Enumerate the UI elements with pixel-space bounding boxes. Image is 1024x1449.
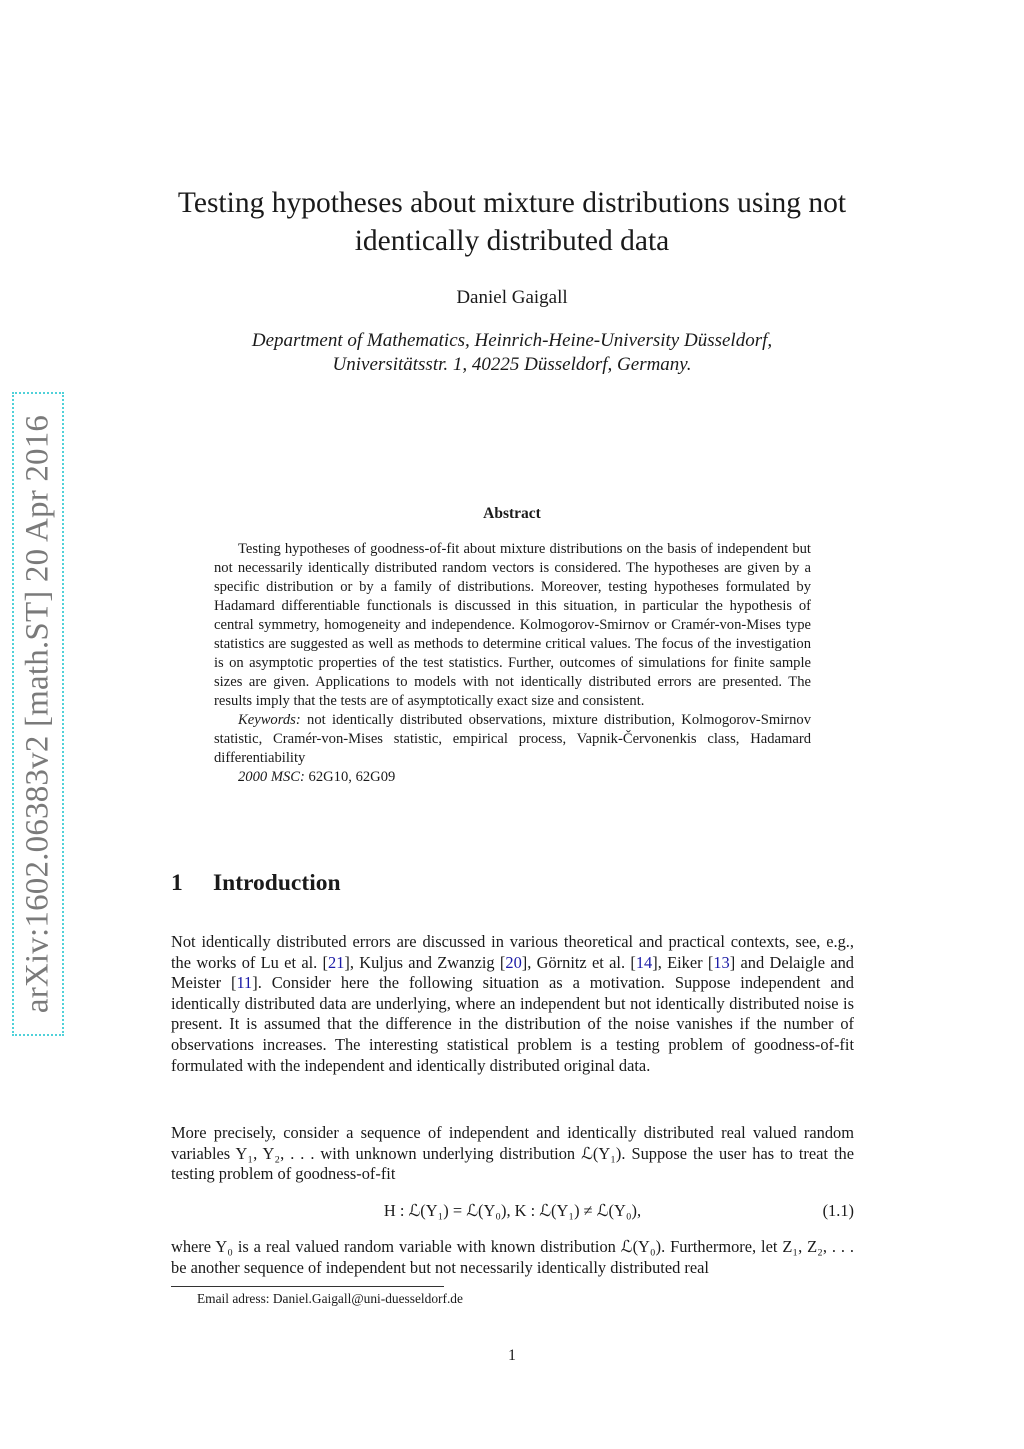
affiliation-line-1: Department of Mathematics, Heinrich-Heine-University Düsseldorf,: [251, 330, 773, 351]
msc-codes: [214, 768, 811, 787]
arxiv-id-text: arXiv:1602.06383v2 [math.ST] 20 Apr 2016: [19, 414, 56, 1014]
equation-number: (1.1): [822, 1201, 854, 1220]
citation-link[interactable]: 13: [713, 952, 730, 972]
author-name: Daniel Gaigall: [456, 287, 568, 308]
keywords-text: not identically distributed observations, mixture distribution, Kolmogorov-Smirnov statistic, Cramér-von-Mises statistic, empirical process, Vapnik-Červonenkis class, Hadamard differentiability: [214, 712, 811, 766]
para1-text-4: ], Eiker [: [652, 952, 714, 972]
section-heading: [171, 870, 341, 897]
keywords: [214, 711, 811, 768]
abstract-body: [214, 540, 811, 787]
para1-text-1: Not identically distributed errors are discussed in various theoretical and practical contexts, see, e.g., the works of Lu et al. [: [171, 932, 854, 972]
section-number: 1: [171, 870, 183, 896]
para1-text-2: ], Kuljus and Zwanzig [: [344, 952, 506, 972]
citation-link[interactable]: 20: [505, 952, 522, 972]
section-title: Introduction: [213, 870, 341, 896]
abstract-text: Testing hypotheses of goodness-of-fit about mixture distributions on the basis of independent but not necessarily identically distributed random vectors is considered. The hypotheses are given by a specific distribution or by a family of distributions. Moreover, testing hypotheses formulated by Hadamard differentiable functionals is discussed in this situation, in particular the hypothesis of central symmetry, homogeneity and independence. Kolmogorov-Smirnov or Cramér-von-Mises type statistics are suggested as well as methods to determine critical values. The focus of the investigation is on asymptotic properties of the test statistics. Further, outcomes of simulations for finite sample sizes are given. Applications to models with not identically distributed errors are presented. The results imply that the tests are of asymptotically exact size and consistent.: [214, 541, 811, 709]
para3-text: where Y₀ is a real valued random variable with known distribution ℒ(Y₀). Furthermore, let Z₁, Z₂, . . . be another sequence of independent but not necessarily identically distributed real: [171, 1237, 854, 1277]
intro-paragraph-3: [171, 1237, 854, 1278]
page-number: 1: [508, 1347, 516, 1364]
msc-label: 2000 MSC:: [238, 769, 305, 785]
para2-text: More precisely, consider a sequence of independent and identically distributed real valued random variables Y₁, Y₂, . . . with unknown underlying distribution ℒ(Y₁). Suppose the user has to treat the testing problem of goodness-of-fit: [171, 1123, 854, 1184]
para1-text-5: ] and Delaigle and Meister [: [171, 952, 854, 993]
abstract-heading: Abstract: [483, 505, 541, 522]
equation-1-1: [171, 1201, 854, 1223]
equation-text: H : ℒ(Y₁) = ℒ(Y₀), K : ℒ(Y₁) ≠ ℒ(Y₀),: [383, 1201, 642, 1220]
para1-text-6: ]. Consider here the following situation as a motivation. Suppose independent and identically distributed data are underlying, where an independent but not identically distributed noise is present. It is assumed that the difference in the distribution of the noise vanishes if the number of observations increases. The interesting statistical problem is a testing problem of goodness-of-fit formulated with the independent and identically distributed original data.: [171, 973, 855, 1075]
para1-text-3: ], Görnitz et al. [: [521, 952, 636, 972]
keywords-label: Keywords:: [238, 712, 301, 728]
affiliation: [150, 329, 874, 377]
paper-title: Testing hypotheses about mixture distributions using not identically distributed data: [177, 187, 847, 257]
arxiv-identifier-stamp: [12, 392, 64, 1036]
msc-text: 62G10, 62G09: [308, 769, 396, 785]
footnote-email: Email adress: Daniel.Gaigall@uni-duesseldorf.de: [197, 1291, 463, 1306]
footnote-rule: [171, 1286, 444, 1287]
intro-paragraph-2: [171, 1123, 854, 1185]
citation-link[interactable]: 11: [236, 973, 253, 993]
citation-link[interactable]: 21: [328, 952, 345, 972]
intro-paragraph-1: [171, 932, 854, 1076]
citation-link[interactable]: 14: [635, 952, 653, 972]
affiliation-line-2: Universitätsstr. 1, 40225 Düsseldorf, Germany.: [332, 354, 692, 375]
